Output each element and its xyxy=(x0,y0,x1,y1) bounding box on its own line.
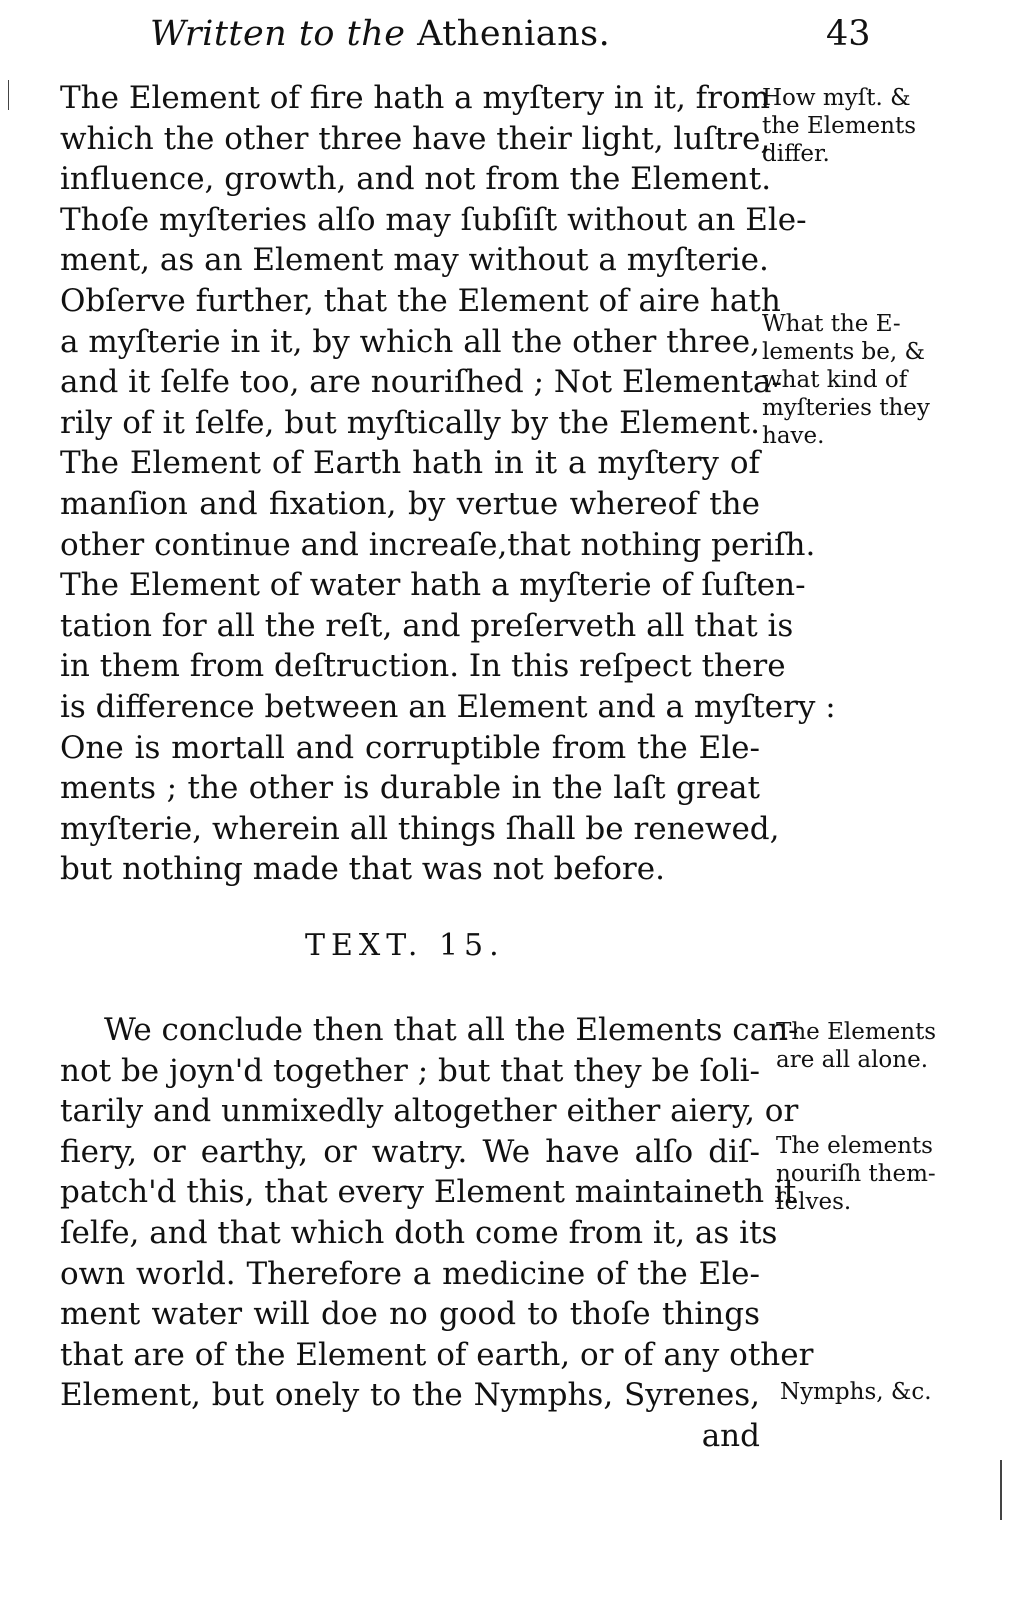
margin-note-line: How myſt. & xyxy=(762,85,911,111)
text-line: but nothing made that was not before. xyxy=(60,851,665,888)
text-line: We conclude then that all the Elements can- xyxy=(104,1012,799,1048)
margin-note-line: The elements xyxy=(776,1133,933,1159)
text-line: ment water will doe no good to thoſe things xyxy=(60,1296,760,1333)
text-line: and it ſelfe too, are nouriſhed ; Not Elementa- xyxy=(60,364,782,401)
text-line: Obſerve further, that the Element of aire hath xyxy=(60,282,781,319)
margin-note-nymphs xyxy=(780,1378,985,1406)
text-line: tarily and unmixedly altogether either aiery, or xyxy=(60,1093,799,1130)
text-line: One is mortall and corruptible from the Ele- xyxy=(60,729,760,766)
text-line: in them from deſtruction. In this reſpect there xyxy=(60,648,786,685)
text-line: ſelfe, and that which doth come from it, as its xyxy=(60,1214,778,1251)
text-line: patch'd this, that every Element maintaineth it xyxy=(60,1174,797,1211)
margin-note-line: nouriſh them- xyxy=(776,1161,936,1187)
text-line: fiery, or earthy, or watry. We have alſo diſ- xyxy=(60,1133,760,1170)
text-line: is difference between an Element and a myſtery : xyxy=(60,688,836,725)
text-line: that are of the Element of earth, or of any other xyxy=(60,1336,814,1373)
text-line: ments ; the other is durable in the laſt great xyxy=(60,770,760,807)
text-line: own world. Therefore a medicine of the Ele- xyxy=(60,1255,760,1292)
text-line: Element, but onely to the Nymphs, Syrenes, xyxy=(60,1377,760,1414)
running-head xyxy=(150,14,610,54)
text-line: influence, growth, and not from the Element. xyxy=(60,161,772,198)
text-line: The Element of fire hath a myſtery in it, from xyxy=(60,80,771,116)
running-head-italic: Written to the xyxy=(150,14,406,54)
margin-note-line: The Elements xyxy=(776,1019,937,1045)
margin-note-what-elements-be xyxy=(762,310,967,450)
catchword: and xyxy=(701,1417,760,1454)
text-line: Thoſe myſteries alſo may ſubſiſt without an Ele- xyxy=(60,201,807,238)
text-line: not be joyn'd together ; but that they be ſoli- xyxy=(60,1052,760,1089)
text-line: manſion and fixation, by vertue whereof the xyxy=(60,485,760,522)
scan-edge-mark xyxy=(1000,1460,1002,1520)
margin-note-line: myſteries they xyxy=(762,395,930,421)
running-head-roman: Athenians. xyxy=(417,14,611,54)
text-line: ment, as an Element may without a myſterie. xyxy=(60,242,769,279)
margin-note-line: differ. xyxy=(762,141,830,167)
margin-note-line: What the E- xyxy=(762,311,901,337)
margin-note-line: the Elements xyxy=(762,113,917,139)
text-line: The Element of Earth hath in it a myſtery of xyxy=(60,445,760,482)
text-line: The Element of water hath a myſterie of ſuſten- xyxy=(60,567,806,604)
margin-note-line: are all alone. xyxy=(776,1047,929,1073)
text-line: rily of it ſelfe, but myſtically by the Element. xyxy=(60,404,760,441)
section-heading: TEXT. 15. xyxy=(305,928,505,963)
text-line: myſterie, wherein all things ſhall be renewed, xyxy=(60,810,780,847)
text-line: which the other three have their light, luſtre, xyxy=(60,120,771,157)
margin-note-line: ſelves. xyxy=(776,1189,852,1215)
margin-note-elements-alone xyxy=(776,1018,981,1074)
margin-note-line: have. xyxy=(762,423,825,449)
text-line: a myſterie in it, by which all the other three, xyxy=(60,323,760,360)
margin-note-how-mysteries-differ xyxy=(762,84,967,168)
margin-note-line: lements be, & xyxy=(762,339,925,365)
margin-note-elements-nourish xyxy=(776,1132,981,1216)
margin-note-line: what kind of xyxy=(762,367,908,393)
page-number: 43 xyxy=(826,14,871,54)
text-line: tation for all the reſt, and preſerveth all that is xyxy=(60,607,794,644)
scan-edge-mark xyxy=(8,80,9,110)
text-line: other continue and increaſe,that nothing periſh. xyxy=(60,526,816,563)
margin-note-line: Nymphs, &c. xyxy=(780,1379,932,1405)
